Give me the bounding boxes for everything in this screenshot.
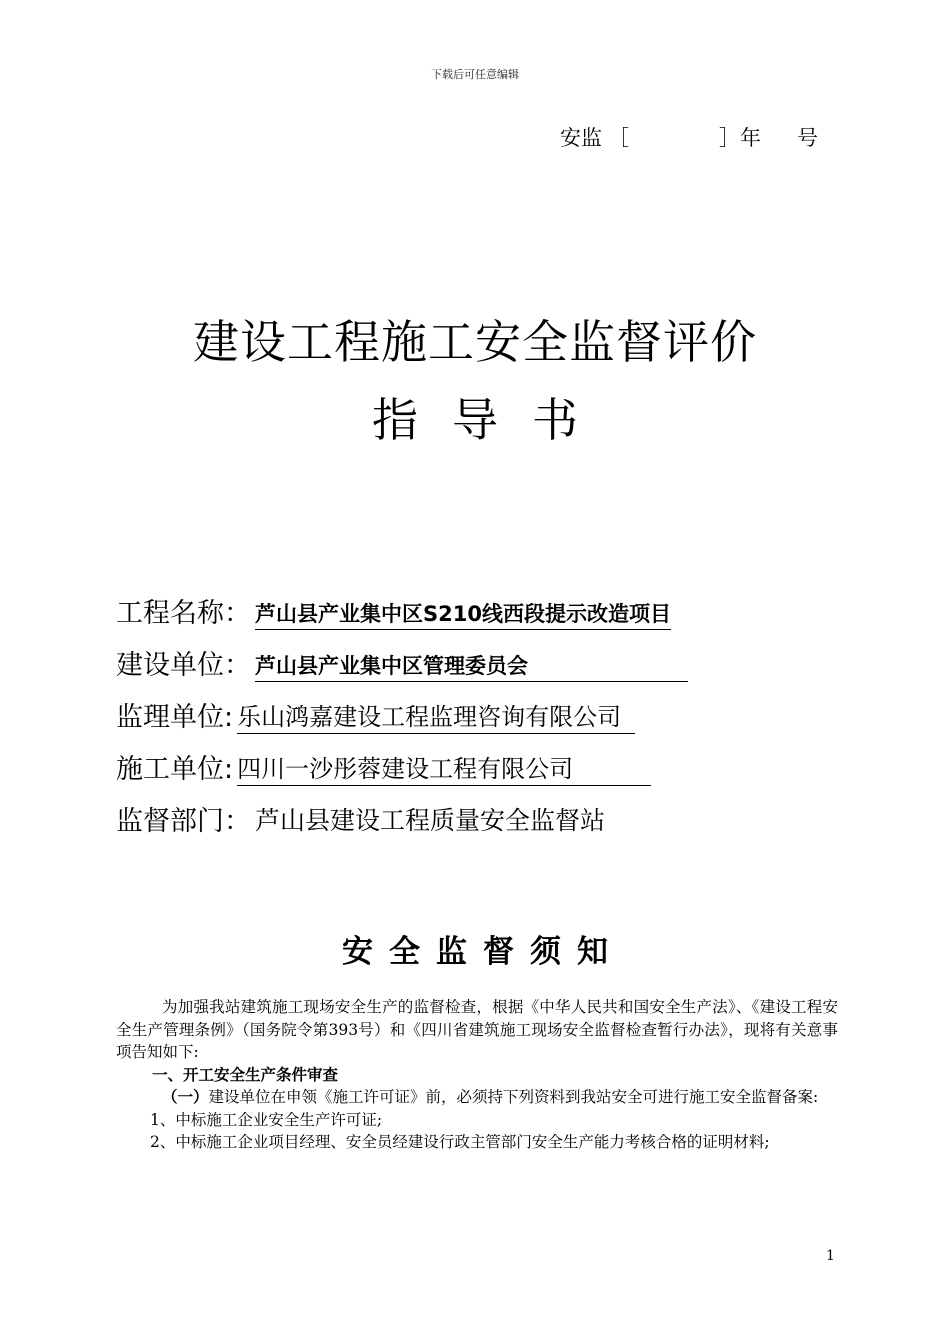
header-note: 下载后可任意编辑: [431, 68, 519, 81]
document-number: [560, 122, 818, 152]
supervisor-value: 乐山鸿嘉建设工程监理咨询有限公司: [237, 697, 635, 734]
dept-row: [116, 786, 816, 838]
dept-label: 监督部门：: [116, 806, 251, 837]
section-title: 安全监督须知: [342, 934, 624, 970]
builder-label: 建设单位：: [116, 650, 251, 681]
sub-paragraph-1-label: （一）: [162, 1088, 209, 1106]
contractor-label: 施工单位:: [116, 754, 234, 785]
notice-body: [116, 996, 838, 1154]
project-info: [116, 578, 816, 838]
contractor-row: [116, 734, 816, 786]
contractor-value: 四川一沙彤蓉建设工程有限公司: [237, 749, 651, 786]
list-item: 2、中标施工企业项目经理、安全员经建设行政主管部门安全生产能力考核合格的证明材料;: [150, 1133, 770, 1151]
project-name-row: [116, 578, 816, 630]
supervisor-label: 监理单位:: [116, 702, 234, 733]
doc-number-prefix: 安监: [560, 126, 602, 150]
project-name-label: 工程名称：: [116, 598, 251, 629]
main-title-line2: 指导书: [372, 393, 612, 447]
project-name-value: 芦山县产业集中区S210线西段提示改造项目: [255, 598, 671, 630]
doc-number-left-bracket: ［: [608, 126, 629, 150]
list-item: 1、中标施工企业安全生产许可证;: [150, 1110, 383, 1129]
sub-paragraph-1: [116, 1086, 838, 1109]
doc-number-right-bracket: ］年: [719, 126, 761, 150]
supervisor-row: [116, 682, 816, 734]
page-number: 1: [826, 1248, 835, 1264]
doc-number-suffix: 号: [797, 126, 818, 150]
sub-paragraph-1-text: 建设单位在申领《施工许可证》前，必须持下列资料到我站安全可进行施工安全监督备案:: [208, 1088, 819, 1106]
builder-row: [116, 630, 816, 682]
dept-value: 芦山县建设工程质量安全监督站: [255, 806, 606, 835]
intro-paragraph: 为加强我站建筑施工现场安全生产的监督检查，根据《中华人民共和国安全生产法》、《建设工程安全生产管理条例》（国务院令第393号）和《四川省建筑施工现场安全监督检查暂行办法》，现将有关意事项告知如下:: [116, 998, 838, 1061]
builder-value: 芦山县产业集中区管理委员会: [255, 650, 688, 682]
main-title: 建设工程施工安全监督评价: [193, 315, 757, 369]
heading-1: 一、开工安全生产条件审查: [152, 1065, 339, 1084]
